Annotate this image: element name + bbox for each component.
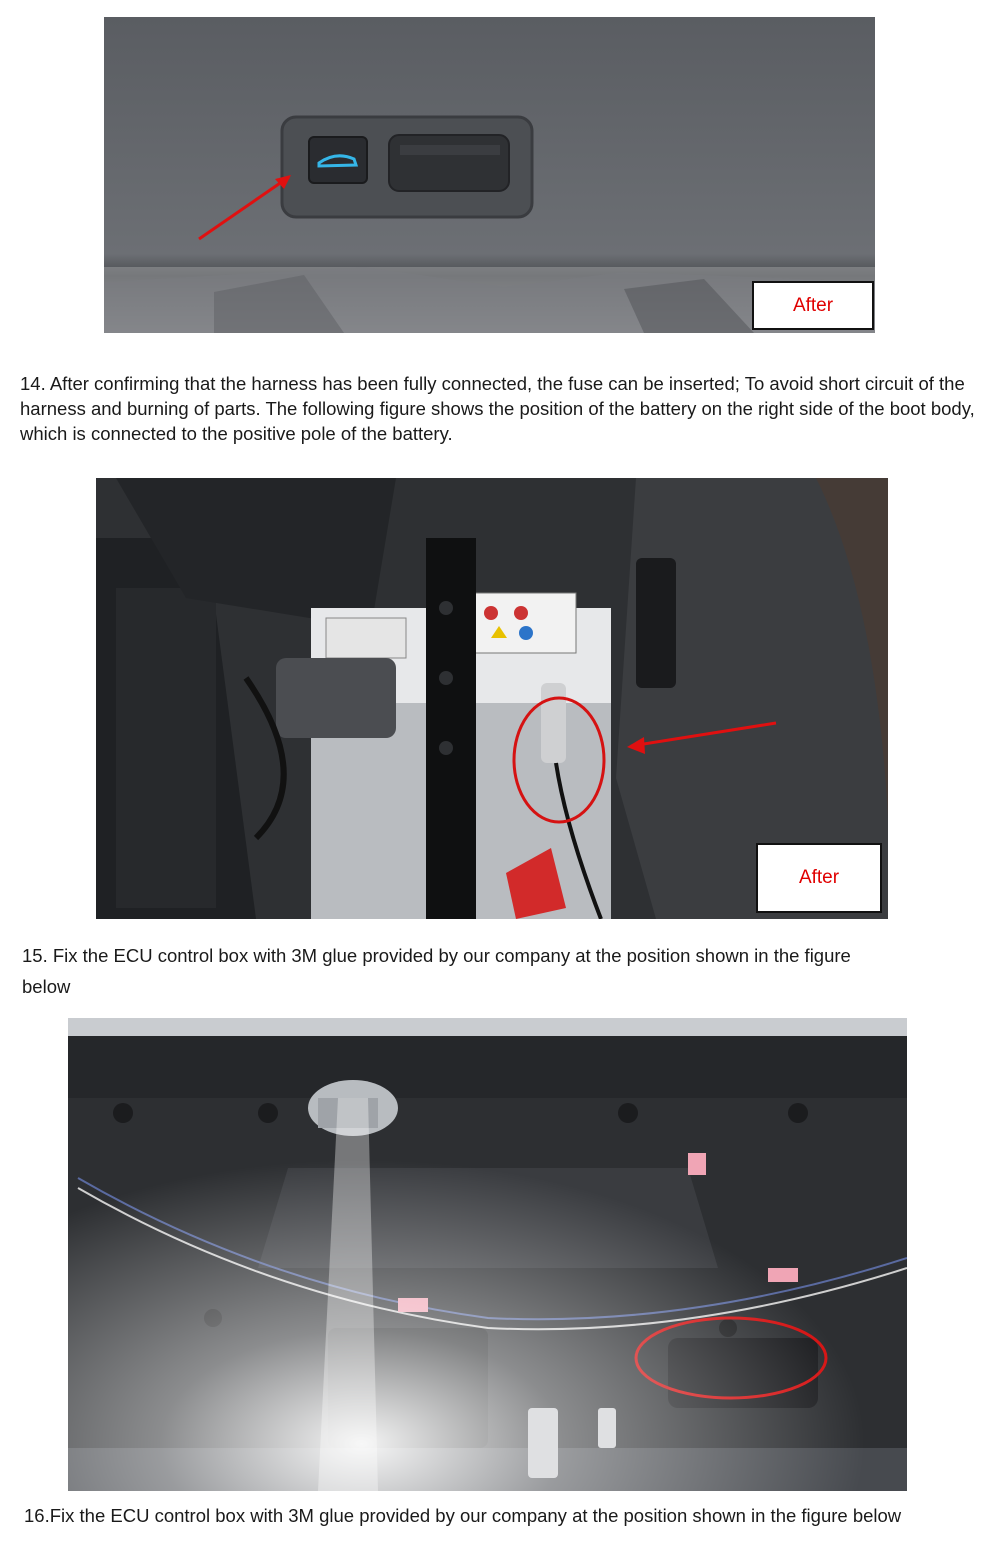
step-15-text: 15. Fix the ECU control box with 3M glue provided by our company at the position shown in the figure below bbox=[22, 945, 851, 997]
step-16-text: 16.Fix the ECU control box with 3M glue provided by our company at the position shown in the figure below bbox=[24, 1505, 902, 1526]
step-14-text: 14. After confirming that the harness has been fully connected, the fuse can be inserted; To avoid short circuit of the harness and burning of parts. The following figure shows the position of the battery on the right side of the boot body, which is connected to the positive pole of the battery. bbox=[20, 373, 975, 444]
tailgate-interior-photo bbox=[68, 1018, 907, 1491]
caption-box-after-2: After bbox=[756, 843, 882, 913]
caption-box-after: After bbox=[752, 281, 874, 330]
